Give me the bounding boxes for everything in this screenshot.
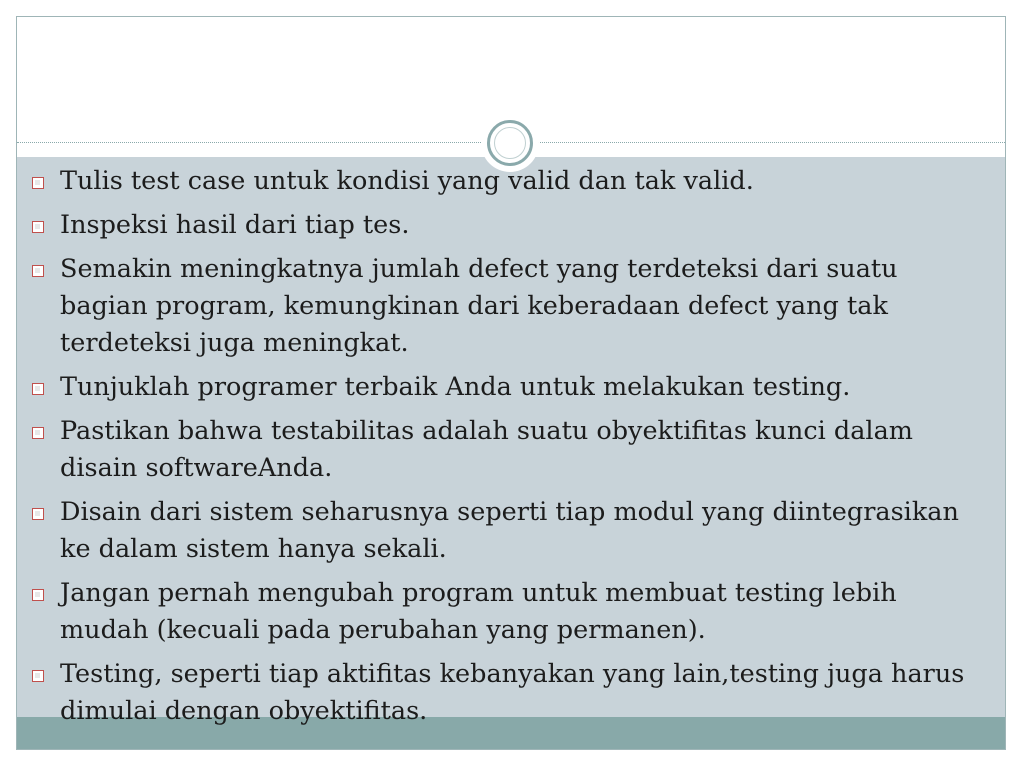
bullet-text: Pastikan bahwa testabilitas adalah suatu obyektifitas kunci dalam disain softwareAnda. [60, 416, 913, 483]
circle-ring-icon [487, 120, 533, 166]
square-bullet-icon [32, 265, 44, 277]
bullet-text: Tunjuklah programer terbaik Anda untuk melakukan testing. [60, 372, 851, 402]
square-bullet-icon [32, 589, 44, 601]
bullet-text: Jangan pernah mengubah program untuk membuat testing lebih mudah (kecuali pada perubahan yang permanen). [60, 578, 897, 645]
list-item [30, 369, 975, 406]
bullet-text: Tulis test case untuk kondisi yang valid dan tak valid. [60, 166, 754, 196]
bullet-text: Semakin meningkatnya jumlah defect yang terdeteksi dari suatu bagian program, kemungkinan dari keberadaan defect yang tak terdeteksi juga meningkat. [60, 254, 898, 358]
square-bullet-icon [32, 670, 44, 682]
list-item [30, 656, 975, 730]
square-bullet-icon [32, 221, 44, 233]
bullet-text: Inspeksi hasil dari tiap tes. [60, 210, 410, 240]
list-item [30, 494, 975, 568]
square-bullet-icon [32, 508, 44, 520]
bullet-text: Testing, seperti tiap aktifitas kebanyakan yang lain,testing juga harus dimulai dengan obyektifitas. [60, 659, 965, 726]
square-bullet-icon [32, 383, 44, 395]
bullet-text: Disain dari sistem seharusnya seperti tiap modul yang diintegrasikan ke dalam sistem hanya sekali. [60, 497, 959, 564]
bullet-list [30, 163, 975, 737]
square-bullet-icon [32, 177, 44, 189]
list-item [30, 575, 975, 649]
list-item [30, 207, 975, 244]
list-item [30, 251, 975, 362]
square-bullet-icon [32, 427, 44, 439]
list-item [30, 163, 975, 200]
list-item [30, 413, 975, 487]
